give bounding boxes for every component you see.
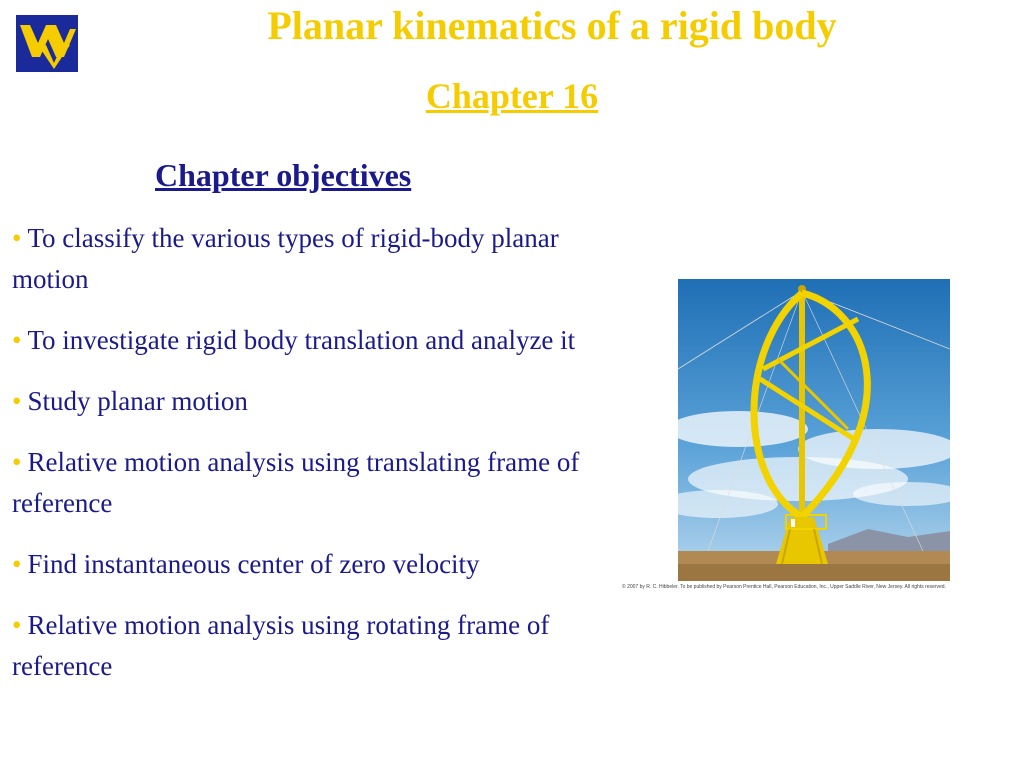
objective-text: Find instantaneous center of zero velocity <box>27 549 480 579</box>
bullet-icon: • <box>12 447 22 477</box>
objective-text: To classify the various types of rigid-body planar motion <box>12 223 559 294</box>
bullet-icon: • <box>12 549 22 579</box>
list-item <box>12 544 632 585</box>
bullet-icon: • <box>12 223 22 253</box>
bullet-icon: • <box>12 610 22 640</box>
list-item <box>12 381 632 422</box>
wind-turbine-image <box>678 279 950 581</box>
objective-text: Relative motion analysis using rotating frame of reference <box>12 610 550 681</box>
objectives-heading: Chapter objectives <box>155 157 412 193</box>
bullet-icon: • <box>12 325 22 355</box>
slide-title: Planar kinematics of a rigid body <box>267 3 837 48</box>
bullet-icon: • <box>12 386 22 416</box>
list-item <box>12 218 632 300</box>
objectives-list <box>12 218 632 707</box>
list-item <box>12 442 632 524</box>
chapter-label: Chapter 16 <box>425 76 599 116</box>
objective-text: Study planar motion <box>27 386 248 416</box>
objective-text: To investigate rigid body translation and analyze it <box>27 325 576 355</box>
image-credit: © 2007 by R. C. Hibbeler. To be published by Pearson Prentice Hall, Pearson Education, Inc., Upper Saddle River, New Jersey. All rights reserved. <box>622 584 946 590</box>
list-item <box>12 605 632 687</box>
objective-text: Relative motion analysis using translating frame of reference <box>12 447 580 518</box>
list-item <box>12 320 632 361</box>
